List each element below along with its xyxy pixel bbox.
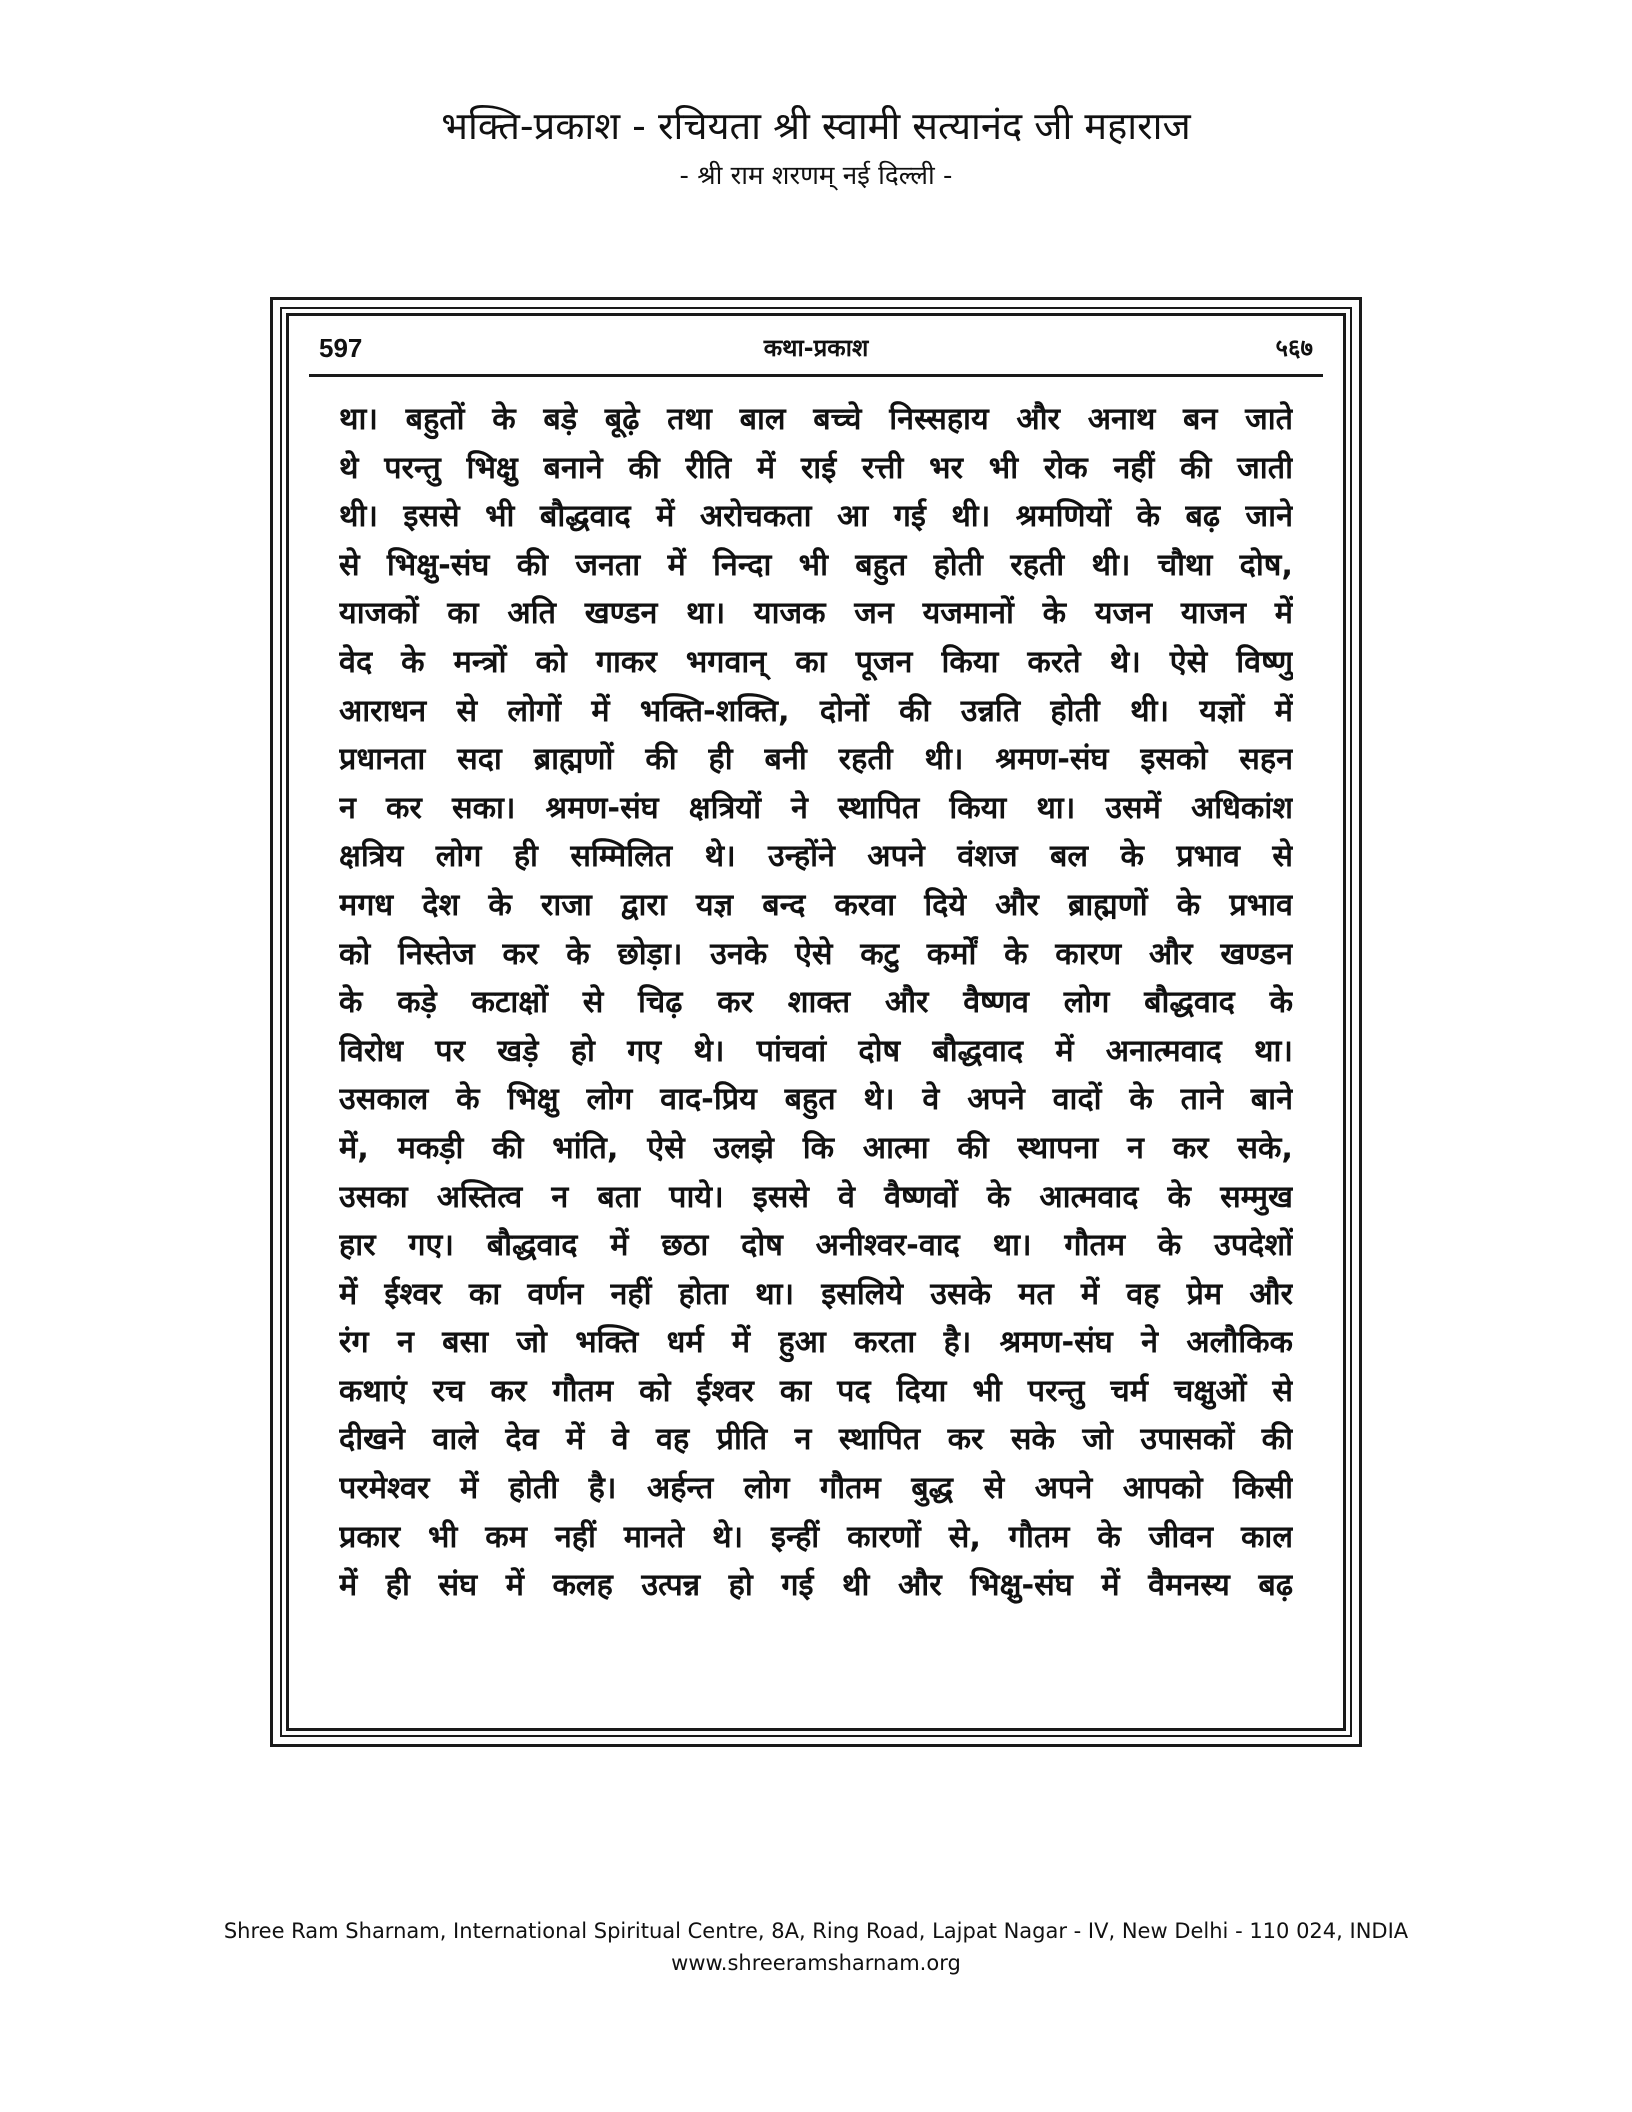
book-title: भक्ति-प्रकाश - रचियता श्री स्वामी सत्यानंद जी महाराज <box>441 104 1191 148</box>
text-line: विरोध पर खड़े हो गए थे। पांचवां दोष बौद्धवाद में अनात्मवाद था। <box>339 1033 1293 1069</box>
text-line: दीखने वाले देव में वे वह प्रीति न स्थापित कर सके जो उपासकों की <box>339 1422 1293 1458</box>
text-line: हार गए। बौद्धवाद में छठा दोष अनीश्वर-वाद था। गौतम के उपदेशों <box>339 1228 1293 1264</box>
publisher-line: - श्री राम शरणम् नई दिल्ली - <box>679 161 953 191</box>
page-number: 597 <box>319 333 363 363</box>
text-line: मगध देश के राजा द्वारा यज्ञ बन्द करवा दिये और ब्राह्मणों के प्रभाव <box>339 887 1293 923</box>
page-header <box>0 100 1632 196</box>
text-line: को निस्तेज कर के छोड़ा। उनके ऐसे कटु कर्मों के कारण और खण्डन <box>339 936 1293 972</box>
text-line: याजकों का अति खण्डन था। याजक जन यजमानों के यजन याजन में <box>339 596 1293 632</box>
footer-website: www.shreeramsharnam.org <box>671 1951 961 1975</box>
text-line: वेद के मन्त्रों को गाकर भगवान् का पूजन किया करते थे। ऐसे विष्णु <box>339 644 1293 680</box>
text-line: था। बहुतों के बड़े बूढ़े तथा बाल बच्चे निस्सहाय और अनाथ बन जाते <box>339 402 1293 437</box>
text-line: से भिक्षु-संघ की जनता में निन्दा भी बहुत होती रहती थी। चौथा दोष, <box>339 547 1293 583</box>
text-line: परमेश्वर में होती है। अर्हन्त लोग गौतम बुद्ध से अपने आपको किसी <box>339 1471 1293 1507</box>
text-line: थी। इससे भी बौद्धवाद में अरोचकता आ गई थी। श्रमणियों के बढ़ जाने <box>339 499 1293 535</box>
page-number-devanagari: ५६७ <box>1275 334 1313 362</box>
text-line: थे परन्तु भिक्षु बनाने की रीति में राई रत्ती भर भी रोक नहीं की जाती <box>339 450 1293 486</box>
page-frame-inner-rule <box>286 313 1346 1731</box>
text-line: न कर सका। श्रमण-संघ क्षत्रियों ने स्थापित किया था। उसमें अधिकांश <box>339 790 1293 826</box>
header-divider <box>309 374 1323 377</box>
text-line: कथाएं रच कर गौतम को ईश्वर का पद दिया भी परन्तु चर्म चक्षुओं से <box>339 1373 1293 1409</box>
text-line: आराधन से लोगों में भक्ति-शक्ति, दोनों की उन्नति होती थी। यज्ञों में <box>339 693 1293 729</box>
text-line: उसकाल के भिक्षु लोग वाद-प्रिय बहुत थे। वे अपने वादों के ताने बाने <box>339 1082 1293 1118</box>
text-line: में ही संघ में कलह उत्पन्न हो गई थी और भिक्षु-संघ में वैमनस्य बढ़ <box>339 1568 1293 1604</box>
page-footer <box>0 1915 1632 1979</box>
text-line: प्रधानता सदा ब्राह्मणों की ही बनी रहती थी। श्रमण-संघ इसको सहन <box>339 742 1293 778</box>
page-frame <box>270 297 1362 1747</box>
body-text <box>339 396 1293 1611</box>
text-line: में, मकड़ी की भांति, ऐसे उलझे कि आत्मा की स्थापना न कर सके, <box>339 1130 1293 1166</box>
chapter-title: कथा-प्रकाश <box>763 334 869 362</box>
text-line: प्रकार भी कम नहीं मानते थे। इन्हीं कारणों से, गौतम के जीवन काल <box>339 1519 1293 1555</box>
footer-address: Shree Ram Sharnam, International Spiritual Centre, 8A, Ring Road, Lajpat Nagar - IV, New Delhi - 110 024, INDIA <box>223 1919 1409 1943</box>
text-line: में ईश्वर का वर्णन नहीं होता था। इसलिये उसके मत में वह प्रेम और <box>339 1276 1293 1312</box>
text-line: क्षत्रिय लोग ही सम्मिलित थे। उन्होंने अपने वंशज बल के प्रभाव से <box>339 839 1293 875</box>
text-line: के कड़े कटाक्षों से चिढ़ कर शाक्त और वैष्णव लोग बौद्धवाद के <box>339 985 1293 1021</box>
text-line: रंग न बसा जो भक्ति धर्म में हुआ करता है। श्रमण-संघ ने अलौकिक <box>339 1325 1293 1361</box>
text-line: उसका अस्तित्व न बता पाये। इससे वे वैष्णवों के आत्मवाद के सम्मुख <box>339 1179 1293 1215</box>
running-head <box>319 328 1313 368</box>
page-frame-inner <box>280 307 1352 1737</box>
